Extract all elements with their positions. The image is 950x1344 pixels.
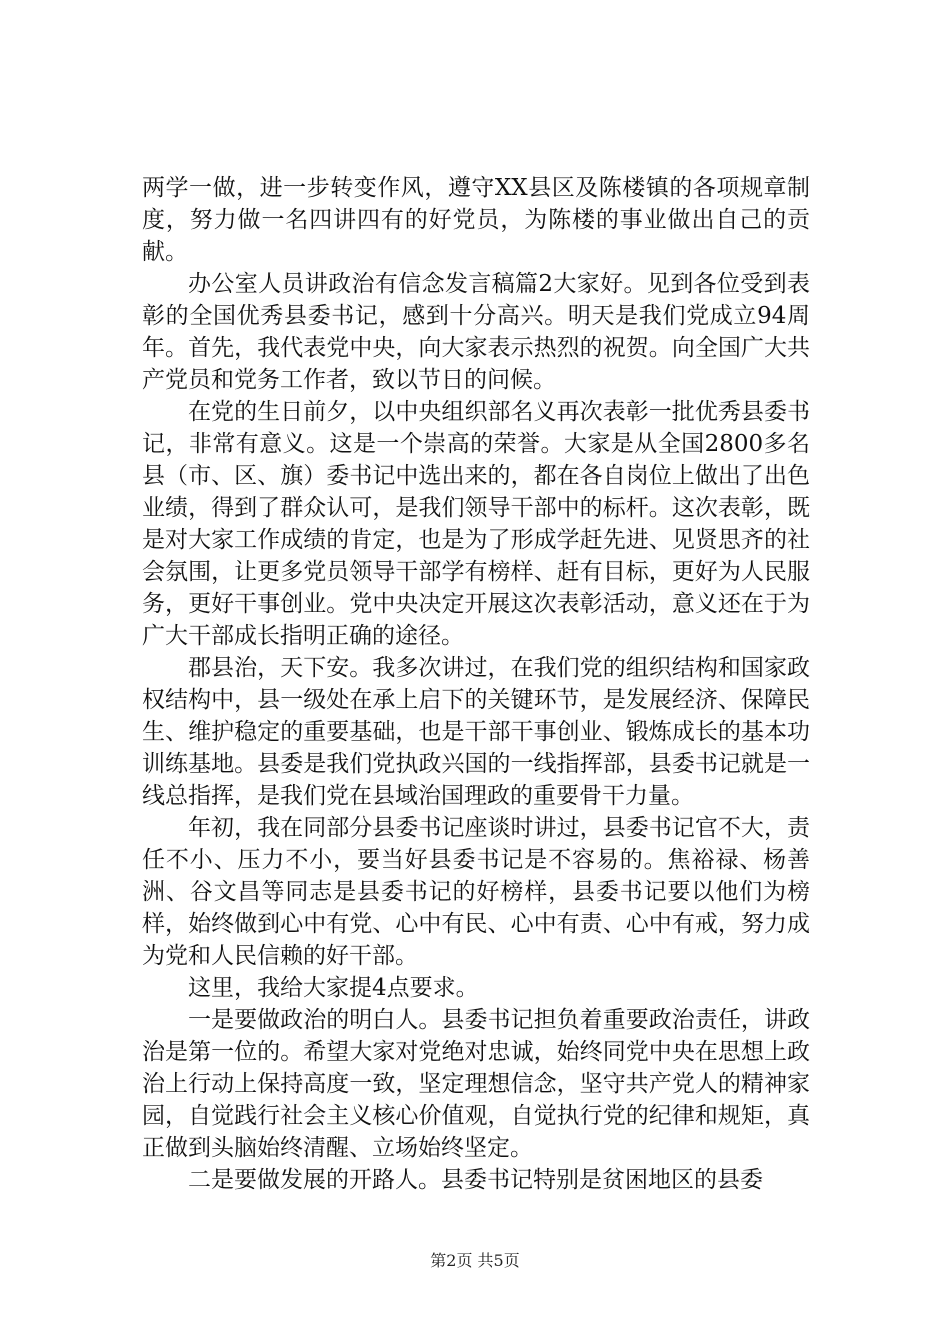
- paragraph: 二是要做发展的开路人。县委书记特别是贫困地区的县委: [188, 1167, 763, 1193]
- paragraph: 这里，我给大家提4点要求。: [188, 975, 479, 1001]
- paragraph: 在党的生日前夕，以中央组织部名义再次表彰一批优秀县委书记，非常有意义。这是一个崇高的荣誉。大家是从全国2800多名县（市、区、旗）委书记中选出来的，都在各自岗位上做出了出色业绩，得到了群众认可，是我们领导干部中的标杆。这次表彰，既是对大家工作成绩的肯定，也是为了形成学赶先进、见贤思齐的社会氛围，让更多党员领导干部学有榜样、赶有目标，更好为人民服务，更好干事创业。党中央决定开展这次表彰活动，意义还在于为广大干部成长指明正确的途径。: [142, 399, 810, 649]
- paragraph: 办公室人员讲政治有信念发言稿篇2大家好。见到各位受到表彰的全国优秀县委书记，感到十分高兴。明天是我们党成立94周年。首先，我代表党中央，向大家表示热烈的祝贺。向全国广大共产党员和党务工作者，致以节日的问候。: [142, 271, 810, 393]
- paragraph: 一是要做政治的明白人。县委书记担负着重要政治责任，讲政治是第一位的。希望大家对党绝对忠诚，始终同党中央在思想上政治上行动上保持高度一致，坚定理想信念，坚守共产党人的精神家园，自觉践行社会主义核心价值观，自觉执行党的纪律和规矩，真正做到头脑始终清醒、立场始终坚定。: [142, 1007, 810, 1161]
- page-number-footer: 第2页 共5页: [430, 1251, 520, 1270]
- paragraph: 年初，我在同部分县委书记座谈时讲过，县委书记官不大，责任不小、压力不小，要当好县委书记是不容易的。焦裕禄、杨善洲、谷文昌等同志是县委书记的好榜样，县委书记要以他们为榜样，始终做到心中有党、心中有民、心中有责、心中有戒，努力成为党和人民信赖的好干部。: [142, 815, 810, 969]
- paragraph-continuation: 两学一做，进一步转变作风，遵守XX县区及陈楼镇的各项规章制度，努力做一名四讲四有的好党员，为陈楼的事业做出自己的贡献。: [142, 175, 810, 265]
- document-body: [142, 172, 810, 1196]
- paragraph: 郡县治，天下安。我多次讲过，在我们党的组织结构和国家政权结构中，县一级处在承上启下的关键环节，是发展经济、保障民生、维护稳定的重要基础，也是干部干事创业、锻炼成长的基本功训练基地。县委是我们党执政兴国的一线指挥部，县委书记就是一线总指挥，是我们党在县域治国理政的重要骨干力量。: [142, 655, 810, 809]
